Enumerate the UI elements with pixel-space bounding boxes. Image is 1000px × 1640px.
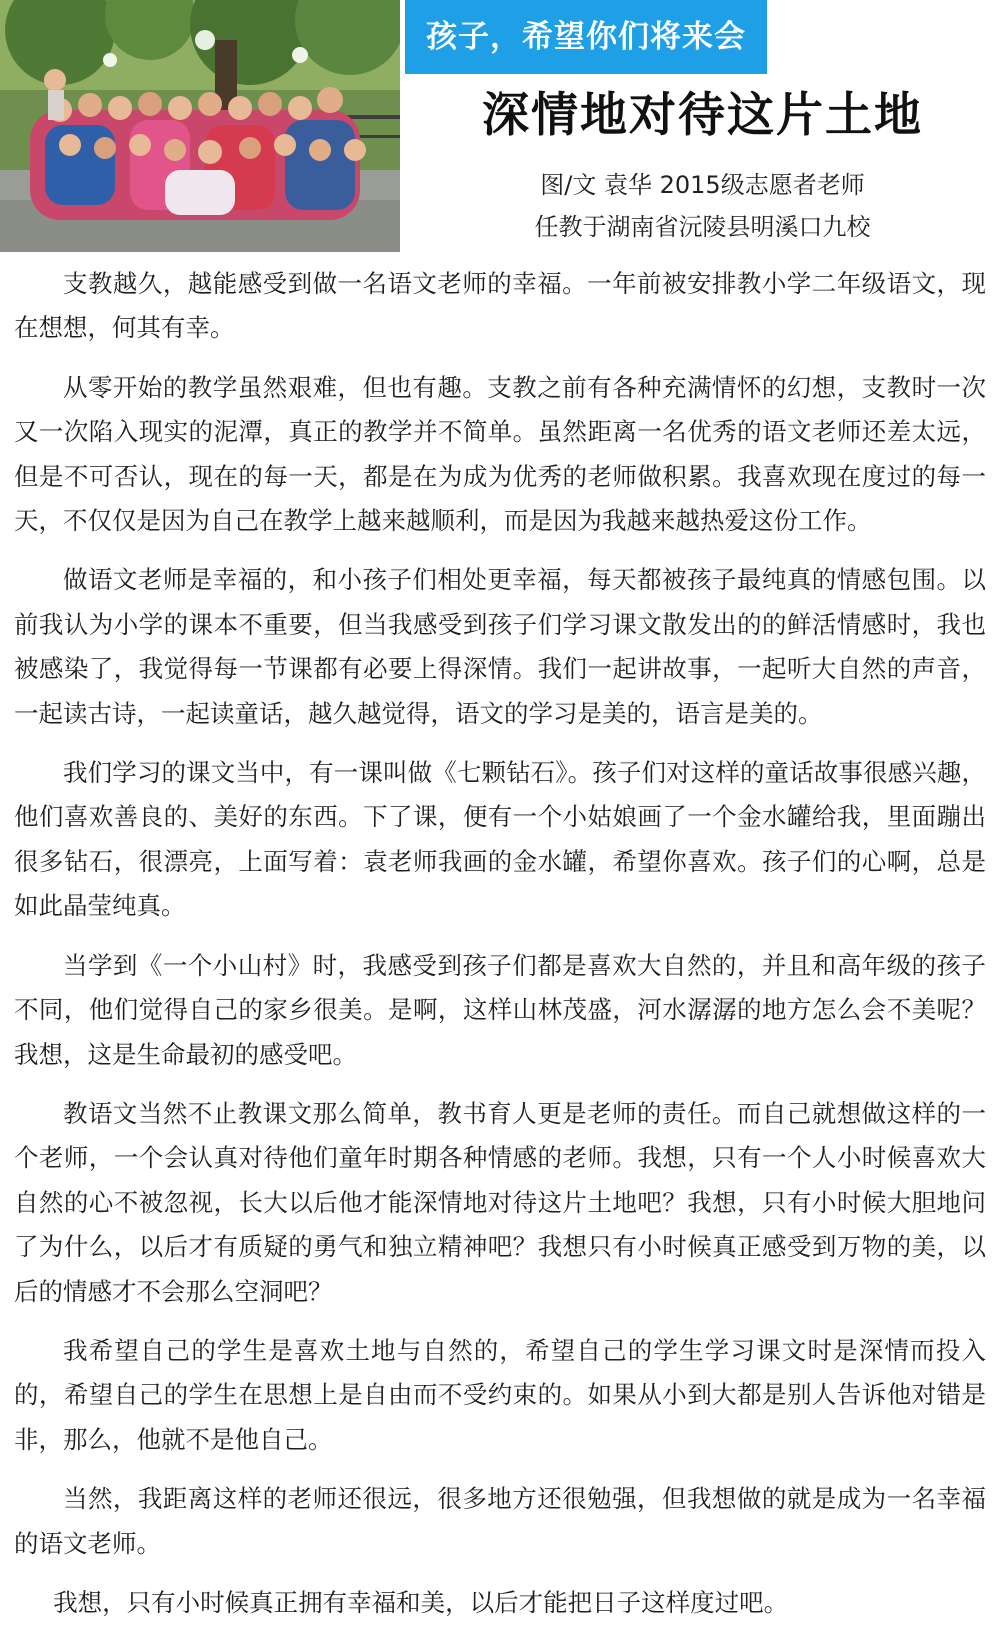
paragraph: 教语文当然不止教课文那么简单，教书育人更是老师的责任。而自己就想做这样的一个老师，一个会认真对待他们童年时期各种情感的老师。我想，只有一个人小时候喜欢大自然的心不被忽视，长大以后他才能深情地对待这片土地吧？我想，只有小时候大胆地问了为什么，以后才有质疑的勇气和独立精神吧？我想只有小时候真正感受到万物的美，以后的情感才不会那么空洞吧？ <box>14 1098 986 1306</box>
paragraph: 当然，我距离这样的老师还很远，很多地方还很勉强，但我想做的就是成为一名幸福的语文老师。 <box>14 1484 986 1558</box>
article-header <box>0 0 1000 252</box>
paragraph: 当学到《一个小山村》时，我感受到孩子们都是喜欢大自然的，并且和高年级的孩子不同，他们觉得自己的家乡很美。是啊，这样山林茂盛，河水潺潺的地方怎么会不美呢？我想，这是生命最初的感受吧。 <box>14 950 986 1069</box>
group-photo-image <box>0 0 400 252</box>
paragraph: 我们学习的课文当中，有一课叫做《七颗钻石》。孩子们对这样的童话故事很感兴趣，他们喜欢善良的、美好的东西。下了课，便有一个小姑娘画了一个金水罐给我，里面蹦出很多钻石，很漂亮，上面写着：袁老师我画的金水罐，希望你喜欢。孩子们的心啊，总是如此晶莹纯真。 <box>14 758 986 921</box>
byline <box>405 164 1000 248</box>
article-body <box>14 262 986 1640</box>
page-title: 深情地对待这片土地 <box>482 88 923 143</box>
title-banner: 孩子，希望你们将来会 <box>405 0 767 74</box>
byline-author: 图/文 袁华 2015级志愿者老师 <box>540 171 865 199</box>
byline-school: 任教于湖南省沅陵县明溪口九校 <box>534 213 871 241</box>
paragraph: 我希望自己的学生是喜欢土地与自然的，希望自己的学生学习课文时是深情而投入的，希望自己的学生在思想上是自由而不受约束的。如果从小到大都是别人告诉他对错是非，那么，他就不是他自己。 <box>14 1335 986 1454</box>
group-photo <box>0 0 400 252</box>
paragraph: 从零开始的教学虽然艰难，但也有趣。支教之前有各种充满情怀的幻想，支教时一次又一次陷入现实的泥潭，真正的教学并不简单。虽然距离一名优秀的语文老师还差太远，但是不可否认，现在的每一天，都是在为成为优秀的老师做积累。我喜欢现在度过的每一天，不仅仅是因为自己在教学上越来越顺利，而是因为我越来越热爱这份工作。 <box>14 372 986 536</box>
closing-paragraph: 我想，只有小时候真正拥有幸福和美，以后才能把日子这样度过吧。 <box>53 1587 789 1617</box>
paragraph: 做语文老师是幸福的，和小孩子们相处更幸福，每天都被孩子最纯真的情感包围。以前我认为小学的课本不重要，但当我感受到孩子们学习课文散发出的的鲜活情感时，我也被感染了，我觉得每一节课都有必要上得深情。我们一起讲故事，一起听大自然的声音，一起读古诗，一起读童话，越久越觉得，语文的学习是美的，语言是美的。 <box>14 565 986 728</box>
paragraph: 支教越久，越能感受到做一名语文老师的幸福。一年前被安排教小学二年级语文，现在想想，何其有幸。 <box>14 269 986 343</box>
